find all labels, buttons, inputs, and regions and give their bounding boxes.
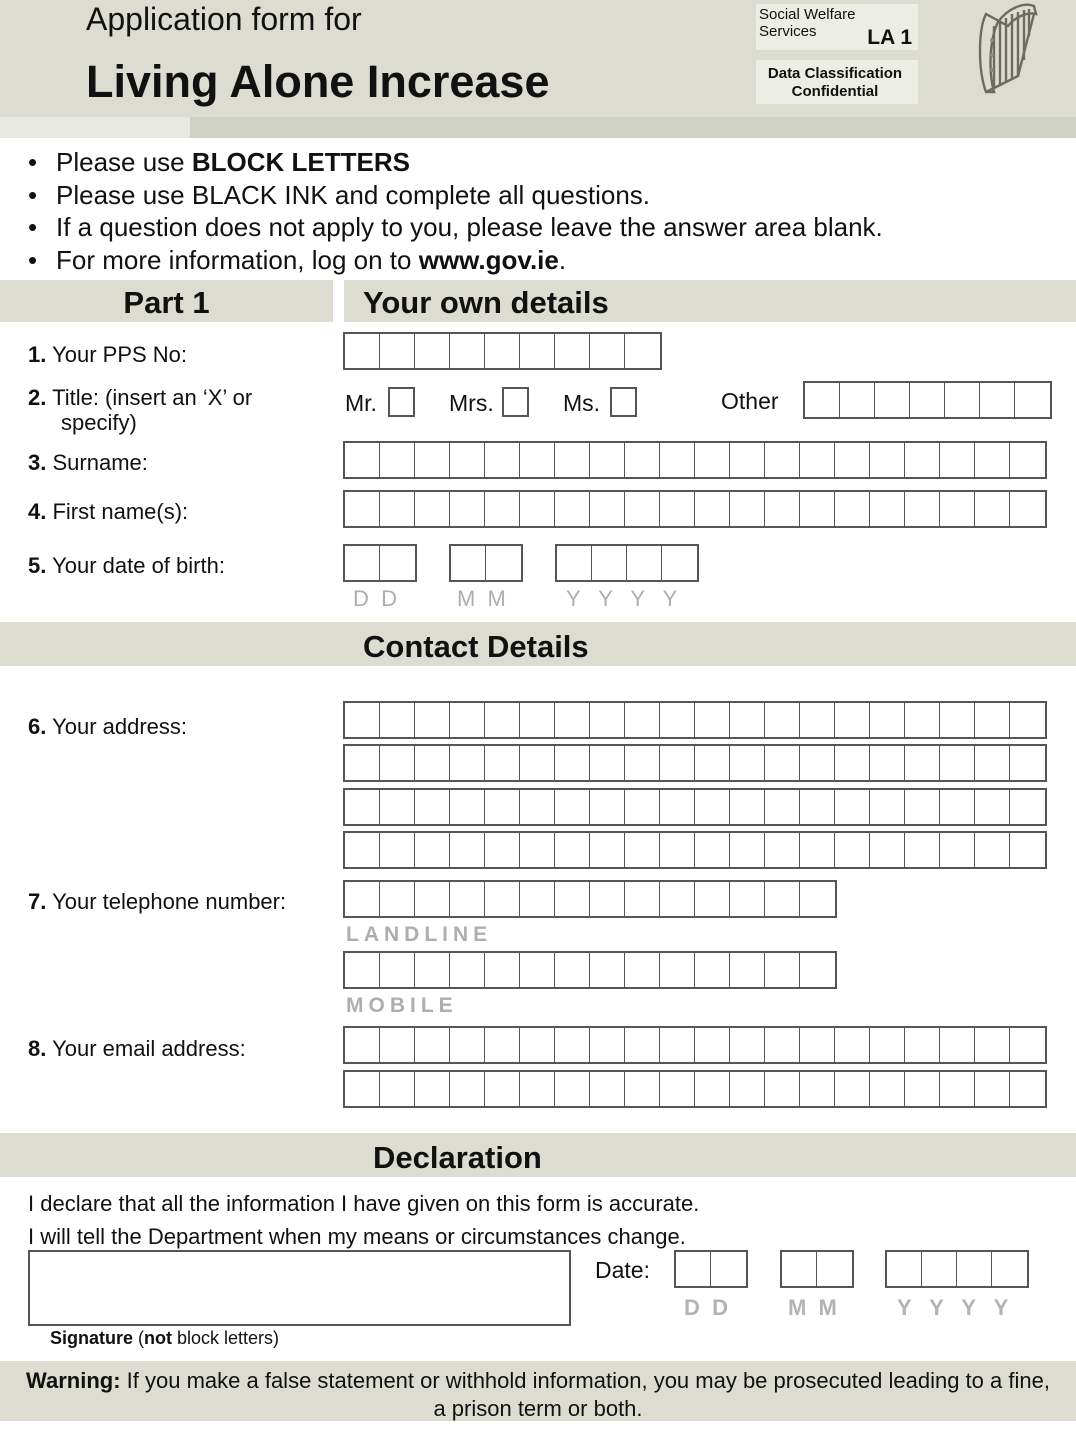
char-cell[interactable] — [840, 383, 875, 417]
char-cell[interactable] — [800, 443, 835, 477]
address-line-4-input[interactable] — [343, 831, 1047, 869]
char-cell[interactable] — [905, 703, 940, 737]
char-cell[interactable] — [415, 334, 450, 368]
char-cell[interactable] — [765, 953, 800, 987]
char-cell[interactable] — [676, 1252, 711, 1286]
char-cell[interactable] — [380, 703, 415, 737]
title-mr-checkbox[interactable] — [388, 387, 415, 417]
char-cell[interactable] — [555, 746, 590, 780]
char-cell[interactable] — [485, 833, 520, 867]
header-strip — [0, 117, 190, 138]
address-line-3-input[interactable] — [343, 788, 1047, 826]
char-cell[interactable] — [870, 492, 905, 526]
section-title-own-details: Your own details — [363, 285, 609, 320]
char-cell[interactable] — [520, 833, 555, 867]
char-cell[interactable] — [975, 790, 1010, 824]
instruction-item: • For more information, log on to www.gov.ie. — [28, 244, 883, 277]
char-cell[interactable] — [975, 1072, 1010, 1106]
char-cell[interactable] — [695, 443, 730, 477]
dob-day-input[interactable] — [343, 544, 417, 582]
char-cell[interactable] — [485, 1072, 520, 1106]
char-cell[interactable] — [835, 492, 870, 526]
char-cell[interactable] — [765, 746, 800, 780]
char-cell[interactable] — [345, 953, 380, 987]
char-cell[interactable] — [450, 703, 485, 737]
char-cell[interactable] — [980, 383, 1015, 417]
char-cell[interactable] — [450, 790, 485, 824]
char-cell[interactable] — [1010, 790, 1045, 824]
char-cell[interactable] — [520, 746, 555, 780]
char-cell[interactable] — [695, 1072, 730, 1106]
char-cell[interactable] — [555, 443, 590, 477]
char-cell[interactable] — [415, 1072, 450, 1106]
char-cell[interactable] — [1015, 383, 1050, 417]
char-cell[interactable] — [590, 443, 625, 477]
landline-input[interactable] — [343, 880, 837, 918]
char-cell[interactable] — [380, 334, 415, 368]
section-title-contact: Contact Details — [363, 629, 589, 664]
char-cell[interactable] — [800, 953, 835, 987]
instruction-item: • Please use BLOCK LETTERS — [28, 146, 883, 179]
char-cell[interactable] — [450, 746, 485, 780]
char-cell[interactable] — [940, 833, 975, 867]
question-first-name: 4. First name(s): — [28, 499, 189, 524]
char-cell[interactable] — [975, 746, 1010, 780]
char-cell[interactable] — [695, 882, 730, 916]
declaration-line-1: I declare that all the information I have given on this form is accurate. — [28, 1191, 700, 1216]
dob-day-hint: D D — [353, 586, 397, 611]
form-code: LA 1 — [867, 26, 912, 49]
char-cell[interactable] — [450, 953, 485, 987]
surname-input[interactable] — [343, 441, 1047, 479]
title-other-label: Other — [721, 388, 779, 414]
harp-emblem-icon — [972, 0, 1042, 98]
band-divider — [333, 280, 344, 322]
char-cell[interactable] — [922, 1252, 957, 1286]
char-cell[interactable] — [590, 334, 625, 368]
char-cell[interactable] — [975, 492, 1010, 526]
char-cell[interactable] — [415, 882, 450, 916]
char-cell[interactable] — [660, 1072, 695, 1106]
char-cell[interactable] — [730, 953, 765, 987]
char-cell[interactable] — [625, 833, 660, 867]
char-cell[interactable] — [945, 383, 980, 417]
char-cell[interactable] — [555, 703, 590, 737]
char-cell[interactable] — [520, 492, 555, 526]
char-cell[interactable] — [905, 746, 940, 780]
warning-text: Warning: If you make a false statement or withhold information, you may be prosecuted leading to a fine, a prison term or both. — [26, 1368, 1050, 1421]
signature-field[interactable] — [28, 1250, 571, 1326]
char-cell[interactable] — [1010, 443, 1045, 477]
char-cell[interactable] — [380, 1072, 415, 1106]
char-cell[interactable] — [520, 443, 555, 477]
title-ms-label: Ms. — [563, 390, 601, 416]
char-cell[interactable] — [345, 790, 380, 824]
char-cell[interactable] — [590, 703, 625, 737]
date-year-input[interactable] — [885, 1250, 1029, 1288]
char-cell[interactable] — [940, 492, 975, 526]
char-cell[interactable] — [835, 746, 870, 780]
char-cell[interactable] — [660, 492, 695, 526]
char-cell[interactable] — [520, 1028, 555, 1062]
char-cell[interactable] — [660, 833, 695, 867]
mobile-input[interactable] — [343, 951, 837, 989]
char-cell[interactable] — [870, 1072, 905, 1106]
char-cell[interactable] — [695, 703, 730, 737]
char-cell[interactable] — [555, 334, 590, 368]
char-cell[interactable] — [486, 546, 521, 580]
header-strip-dark — [190, 117, 1076, 138]
title-other-input[interactable] — [803, 381, 1052, 419]
char-cell[interactable] — [765, 790, 800, 824]
section-title-declaration: Declaration — [373, 1140, 542, 1175]
char-cell[interactable] — [380, 833, 415, 867]
char-cell[interactable] — [660, 746, 695, 780]
char-cell[interactable] — [625, 1072, 660, 1106]
char-cell[interactable] — [782, 1252, 817, 1286]
date-label: Date: — [595, 1257, 650, 1283]
char-cell[interactable] — [870, 790, 905, 824]
char-cell[interactable] — [625, 334, 660, 368]
question-dob: 5. Your date of birth: — [28, 553, 225, 578]
char-cell[interactable] — [415, 492, 450, 526]
char-cell[interactable] — [835, 1072, 870, 1106]
char-cell[interactable] — [870, 833, 905, 867]
char-cell[interactable] — [730, 790, 765, 824]
char-cell[interactable] — [940, 703, 975, 737]
char-cell[interactable] — [625, 953, 660, 987]
char-cell[interactable] — [695, 790, 730, 824]
char-cell[interactable] — [870, 703, 905, 737]
char-cell[interactable] — [800, 492, 835, 526]
char-cell[interactable] — [765, 703, 800, 737]
title-ms-checkbox[interactable] — [610, 387, 637, 417]
char-cell[interactable] — [450, 833, 485, 867]
char-cell[interactable] — [765, 443, 800, 477]
char-cell[interactable] — [345, 746, 380, 780]
mobile-hint: MOBILE — [346, 994, 458, 1017]
question-email: 8. Your email address: — [28, 1036, 246, 1061]
question-title: 2. Title: (insert an ‘X’ or specify) — [28, 385, 253, 435]
char-cell[interactable] — [730, 746, 765, 780]
app-title: Application form for — [86, 1, 362, 37]
char-cell[interactable] — [485, 1028, 520, 1062]
char-cell[interactable] — [765, 833, 800, 867]
dob-month-hint: M M — [457, 586, 506, 611]
date-month-hint: M M — [788, 1295, 837, 1320]
char-cell[interactable] — [625, 746, 660, 780]
char-cell[interactable] — [415, 833, 450, 867]
pps-input[interactable] — [343, 332, 662, 370]
instructions-list — [28, 146, 883, 276]
char-cell[interactable] — [1010, 833, 1045, 867]
char-cell[interactable] — [520, 334, 555, 368]
char-cell[interactable] — [905, 492, 940, 526]
char-cell[interactable] — [975, 443, 1010, 477]
instruction-item: • If a question does not apply to you, please leave the answer area blank. — [28, 211, 883, 244]
signature-label: Signature (not block letters) — [50, 1328, 280, 1348]
char-cell[interactable] — [345, 833, 380, 867]
service-label: Social Welfare Services — [759, 6, 856, 40]
char-cell[interactable] — [520, 703, 555, 737]
char-cell[interactable] — [765, 1072, 800, 1106]
date-year-hint: Y Y Y Y — [897, 1295, 1009, 1320]
char-cell[interactable] — [450, 1072, 485, 1106]
char-cell[interactable] — [485, 953, 520, 987]
char-cell[interactable] — [415, 953, 450, 987]
char-cell[interactable] — [415, 746, 450, 780]
char-cell[interactable] — [940, 1028, 975, 1062]
title-mrs-label: Mrs. — [449, 390, 494, 416]
char-cell[interactable] — [835, 833, 870, 867]
date-day-input[interactable] — [674, 1250, 748, 1288]
char-cell[interactable] — [660, 443, 695, 477]
char-cell[interactable] — [835, 790, 870, 824]
char-cell[interactable] — [451, 546, 486, 580]
char-cell[interactable] — [887, 1252, 922, 1286]
char-cell[interactable] — [520, 1072, 555, 1106]
form-title: Living Alone Increase — [86, 56, 550, 107]
char-cell[interactable] — [345, 443, 380, 477]
char-cell[interactable] — [800, 882, 835, 916]
data-classification — [756, 65, 914, 101]
char-cell[interactable] — [345, 492, 380, 526]
char-cell[interactable] — [380, 546, 415, 580]
char-cell[interactable] — [450, 443, 485, 477]
char-cell[interactable] — [805, 383, 840, 417]
char-cell[interactable] — [450, 334, 485, 368]
char-cell[interactable] — [380, 790, 415, 824]
char-cell[interactable] — [520, 882, 555, 916]
char-cell[interactable] — [905, 833, 940, 867]
char-cell[interactable] — [590, 953, 625, 987]
char-cell[interactable] — [380, 492, 415, 526]
char-cell[interactable] — [711, 1252, 746, 1286]
title-mr-label: Mr. — [345, 390, 377, 416]
dob-year-input[interactable] — [555, 544, 699, 582]
char-cell[interactable] — [730, 833, 765, 867]
char-cell[interactable] — [345, 1028, 380, 1062]
char-cell[interactable] — [345, 546, 380, 580]
question-address: 6. Your address: — [28, 714, 188, 739]
char-cell[interactable] — [590, 492, 625, 526]
question-pps: 1. Your PPS No: — [28, 342, 188, 367]
char-cell[interactable] — [380, 443, 415, 477]
char-cell[interactable] — [695, 492, 730, 526]
char-cell[interactable] — [555, 492, 590, 526]
char-cell[interactable] — [695, 1028, 730, 1062]
char-cell[interactable] — [555, 953, 590, 987]
char-cell[interactable] — [590, 746, 625, 780]
char-cell[interactable] — [905, 1028, 940, 1062]
char-cell[interactable] — [345, 703, 380, 737]
email-line-1-input[interactable] — [343, 1026, 1047, 1064]
email-line-2-input[interactable] — [343, 1070, 1047, 1108]
char-cell[interactable] — [730, 1072, 765, 1106]
char-cell[interactable] — [800, 703, 835, 737]
char-cell[interactable] — [835, 443, 870, 477]
char-cell[interactable] — [660, 882, 695, 916]
char-cell[interactable] — [975, 703, 1010, 737]
char-cell[interactable] — [730, 882, 765, 916]
char-cell[interactable] — [800, 1072, 835, 1106]
char-cell[interactable] — [555, 882, 590, 916]
char-cell[interactable] — [870, 443, 905, 477]
char-cell[interactable] — [627, 546, 662, 580]
char-cell[interactable] — [940, 443, 975, 477]
char-cell[interactable] — [485, 492, 520, 526]
char-cell[interactable] — [870, 746, 905, 780]
char-cell[interactable] — [800, 790, 835, 824]
char-cell[interactable] — [660, 953, 695, 987]
char-cell[interactable] — [870, 1028, 905, 1062]
char-cell[interactable] — [695, 833, 730, 867]
question-telephone: 7. Your telephone number: — [28, 889, 287, 914]
char-cell[interactable] — [730, 1028, 765, 1062]
char-cell[interactable] — [1010, 492, 1045, 526]
char-cell[interactable] — [520, 953, 555, 987]
char-cell[interactable] — [875, 383, 910, 417]
char-cell[interactable] — [555, 1072, 590, 1106]
char-cell[interactable] — [415, 443, 450, 477]
char-cell[interactable] — [625, 882, 660, 916]
char-cell[interactable] — [905, 443, 940, 477]
first-name-input[interactable] — [343, 490, 1047, 528]
char-cell[interactable] — [345, 882, 380, 916]
title-mrs-checkbox[interactable] — [502, 387, 529, 417]
char-cell[interactable] — [1010, 703, 1045, 737]
char-cell[interactable] — [520, 790, 555, 824]
char-cell[interactable] — [380, 1028, 415, 1062]
char-cell[interactable] — [835, 1028, 870, 1062]
char-cell[interactable] — [592, 546, 627, 580]
char-cell[interactable] — [555, 833, 590, 867]
char-cell[interactable] — [625, 443, 660, 477]
char-cell[interactable] — [1010, 1028, 1045, 1062]
char-cell[interactable] — [415, 703, 450, 737]
char-cell[interactable] — [1010, 746, 1045, 780]
char-cell[interactable] — [485, 703, 520, 737]
char-cell[interactable] — [590, 790, 625, 824]
char-cell[interactable] — [415, 1028, 450, 1062]
char-cell[interactable] — [800, 833, 835, 867]
char-cell[interactable] — [590, 833, 625, 867]
char-cell[interactable] — [940, 746, 975, 780]
char-cell[interactable] — [765, 492, 800, 526]
char-cell[interactable] — [555, 1028, 590, 1062]
char-cell[interactable] — [485, 882, 520, 916]
char-cell[interactable] — [817, 1252, 852, 1286]
char-cell[interactable] — [380, 746, 415, 780]
char-cell[interactable] — [450, 1028, 485, 1062]
char-cell[interactable] — [940, 790, 975, 824]
char-cell[interactable] — [695, 953, 730, 987]
char-cell[interactable] — [800, 746, 835, 780]
char-cell[interactable] — [557, 546, 592, 580]
char-cell[interactable] — [450, 882, 485, 916]
char-cell[interactable] — [345, 334, 380, 368]
char-cell[interactable] — [695, 746, 730, 780]
char-cell[interactable] — [660, 703, 695, 737]
char-cell[interactable] — [485, 443, 520, 477]
char-cell[interactable] — [1010, 1072, 1045, 1106]
dob-year-hint: Y Y Y Y — [566, 586, 678, 611]
char-cell[interactable] — [730, 703, 765, 737]
char-cell[interactable] — [485, 334, 520, 368]
char-cell[interactable] — [957, 1252, 992, 1286]
char-cell[interactable] — [590, 882, 625, 916]
char-cell[interactable] — [415, 790, 450, 824]
char-cell[interactable] — [555, 790, 590, 824]
char-cell[interactable] — [905, 790, 940, 824]
char-cell[interactable] — [905, 1072, 940, 1106]
char-cell[interactable] — [450, 492, 485, 526]
classification-line2: Confidential — [791, 83, 879, 100]
char-cell[interactable] — [975, 833, 1010, 867]
char-cell[interactable] — [485, 790, 520, 824]
char-cell[interactable] — [625, 703, 660, 737]
char-cell[interactable] — [992, 1252, 1027, 1286]
char-cell[interactable] — [345, 1072, 380, 1106]
char-cell[interactable] — [380, 882, 415, 916]
declaration-line-2: I will tell the Department when my means or circumstances change. — [28, 1224, 686, 1249]
address-line-2-input[interactable] — [343, 744, 1047, 782]
date-day-hint: D D — [684, 1295, 728, 1320]
char-cell[interactable] — [765, 882, 800, 916]
char-cell[interactable] — [910, 383, 945, 417]
char-cell[interactable] — [590, 1028, 625, 1062]
char-cell[interactable] — [625, 492, 660, 526]
char-cell[interactable] — [660, 1028, 695, 1062]
char-cell[interactable] — [765, 1028, 800, 1062]
char-cell[interactable] — [730, 492, 765, 526]
char-cell[interactable] — [485, 746, 520, 780]
date-month-input[interactable] — [780, 1250, 854, 1288]
classification-line1: Data Classification — [767, 65, 903, 82]
char-cell[interactable] — [590, 1072, 625, 1106]
question-surname: 3. Surname: — [28, 450, 148, 475]
char-cell[interactable] — [975, 1028, 1010, 1062]
char-cell[interactable] — [730, 443, 765, 477]
char-cell[interactable] — [800, 1028, 835, 1062]
instruction-item: • Please use BLACK INK and complete all questions. — [28, 179, 883, 212]
char-cell[interactable] — [625, 1028, 660, 1062]
char-cell[interactable] — [660, 790, 695, 824]
char-cell[interactable] — [625, 790, 660, 824]
landline-hint: LANDLINE — [346, 923, 493, 946]
char-cell[interactable] — [835, 703, 870, 737]
char-cell[interactable] — [940, 1072, 975, 1106]
dob-month-input[interactable] — [449, 544, 523, 582]
part-label: Part 1 — [123, 285, 210, 320]
char-cell[interactable] — [380, 953, 415, 987]
address-line-1-input[interactable] — [343, 701, 1047, 739]
char-cell[interactable] — [662, 546, 697, 580]
